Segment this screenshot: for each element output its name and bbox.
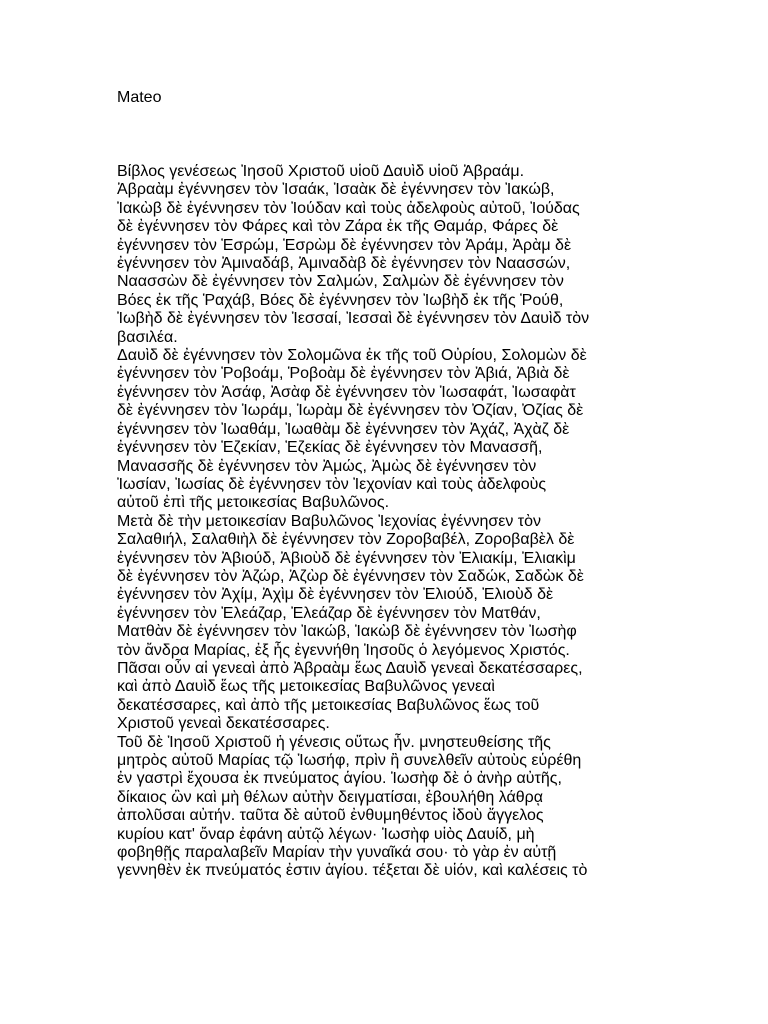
- text-line: μητρὸς αὐτοῦ Μαρίας τῷ Ἰωσήφ, πρὶν ἢ συνελθεῖν αὐτοὺς εὑρέθη: [117, 752, 582, 769]
- text-line: δὲ ἐγέννησεν τὸν Φάρες καὶ τὸν Ζάρα ἐκ τῆς Θαμάρ, Φάρες δὲ: [117, 218, 559, 236]
- text-line: ἐγέννησεν τὸν Ῥοβοάμ, Ῥοβοὰμ δὲ ἐγέννησεν τὸν Ἀβιά, Ἀβιὰ δὲ: [117, 365, 570, 383]
- text-line: δίκαιος ὢν καὶ μὴ θέλων αὐτὴν δειγματίσαι, ἐβουλήθη λάθρᾳ: [117, 788, 543, 806]
- text-line: καὶ ἀπὸ Δαυὶδ ἕως τῆς μετοικεσίας Βαβυλῶνος γενεαὶ: [117, 678, 495, 696]
- text-line: δεκατέσσαρες, καὶ ἀπὸ τῆς μετοικεσίας Βαβυλῶνος ἕως τοῦ: [117, 696, 540, 714]
- text-line: Δαυὶδ δὲ ἐγέννησεν τὸν Σολομῶνα ἐκ τῆς τοῦ Οὐρίου, Σολομὼν δὲ: [117, 347, 587, 365]
- text-line: Ἰωβὴδ δὲ ἐγέννησεν τὸν Ἰεσσαί, Ἰεσσαὶ δὲ ἐγέννησεν τὸν Δαυὶδ τὸν: [117, 310, 590, 328]
- text-line: ἐγέννησεν τὸν Ἐλεάζαρ, Ἐλεάζαρ δὲ ἐγέννησεν τὸν Ματθάν,: [117, 604, 541, 622]
- text-line: Ναασσὼν δὲ ἐγέννησεν τὸν Σαλμών, Σαλμὼν δὲ ἐγέννησεν τὸν: [117, 273, 564, 291]
- text-line: Βίβλος γενέσεως Ἰησοῦ Χριστοῦ υἱοῦ Δαυὶδ υἱοῦ Ἀβραάμ.: [117, 163, 525, 180]
- text-line: αὐτοῦ ἐπὶ τῆς μετοικεσίας Βαβυλῶνος.: [117, 494, 390, 512]
- text-line: δὲ ἐγέννησεν τὸν Ἀζώρ, Ἀζὼρ δὲ ἐγέννησεν τὸν Σαδώκ, Σαδὼκ δὲ: [117, 567, 584, 585]
- text-line: ἀπολῦσαι αὐτήν. ταῦτα δὲ αὐτοῦ ἐνθυμηθέντος ἰδοὺ ἄγγελος: [117, 807, 544, 825]
- text-line: ἐγέννησεν τὸν Ἑζεκίαν, Ἑζεκίας δὲ ἐγέννησεν τὸν Μανασσῆ,: [117, 439, 543, 457]
- text-line: Βόες ἐκ τῆς Ῥαχάβ, Βόες δὲ ἐγέννησεν τὸν Ἰωβὴδ ἐκ τῆς Ῥούθ,: [117, 291, 564, 309]
- text-line: Ἰακὼβ δὲ ἐγέννησεν τὸν Ἰούδαν καὶ τοὺς ἀδελφοὺς αὐτοῦ, Ἰούδας: [117, 199, 580, 217]
- text-line: γεννηθὲν ἐκ πνεύματός ἐστιν ἁγίου. τέξεται δὲ υἱόν, καὶ καλέσεις τὸ: [117, 862, 588, 880]
- text-line: ἐν γαστρὶ ἔχουσα ἐκ πνεύματος ἁγίου. Ἰωσὴφ δὲ ὁ ἀνὴρ αὐτῆς,: [117, 770, 562, 788]
- text-line: Μετὰ δὲ τὴν μετοικεσίαν Βαβυλῶνος Ἰεχονίας ἐγέννησεν τὸν: [117, 512, 542, 530]
- text-line: Χριστοῦ γενεαὶ δεκατέσσαρες.: [117, 715, 330, 733]
- text-line: Ματθὰν δὲ ἐγέννησεν τὸν Ἰακώβ, Ἰακὼβ δὲ ἐγέννησεν τὸν Ἰωσὴφ: [117, 623, 577, 641]
- text-line: Τοῦ δὲ Ἰησοῦ Χριστοῦ ἡ γένεσις οὕτως ἦν. μνηστευθείσης τῆς: [117, 733, 551, 751]
- document-body: [117, 163, 677, 881]
- text-line: ἐγέννησεν τὸν Ἀχίμ, Ἀχὶμ δὲ ἐγέννησεν τὸν Ἐλιούδ, Ἐλιοὺδ δὲ: [117, 586, 554, 604]
- text-line: Ἀβραὰμ ἐγέννησεν τὸν Ἰσαάκ, Ἰσαὰκ δὲ ἐγέννησεν τὸν Ἰακώβ,: [117, 181, 555, 199]
- text-line: Πᾶσαι οὖν αἱ γενεαὶ ἀπὸ Ἀβραὰμ ἕως Δαυὶδ γενεαὶ δεκατέσσαρες,: [117, 659, 583, 677]
- text-line: ἐγέννησεν τὸν Ἰωαθάμ, Ἰωαθὰμ δὲ ἐγέννησεν τὸν Ἀχάζ, Ἀχὰζ δὲ: [117, 420, 570, 438]
- text-line: Ἰωσίαν, Ἰωσίας δὲ ἐγέννησεν τὸν Ἰεχονίαν καὶ τοὺς ἀδελφοὺς: [117, 475, 547, 493]
- text-line: φοβηθῇς παραλαβεῖν Μαρίαν τὴν γυναῖκά σου· τὸ γὰρ ἐν αὐτῇ: [117, 844, 557, 862]
- text-line: ἐγέννησεν τὸν Ἀμιναδάβ, Ἀμιναδὰβ δὲ ἐγέννησεν τὸν Ναασσών,: [117, 255, 571, 273]
- text-line: δὲ ἐγέννησεν τὸν Ἰωράμ, Ἰωρὰμ δὲ ἐγέννησεν τὸν Ὀζίαν, Ὀζίας δὲ: [117, 402, 584, 420]
- text-line: τὸν ἄνδρα Μαρίας, ἐξ ἧς ἐγεννήθη Ἰησοῦς ὁ λεγόμενος Χριστός.: [117, 641, 570, 659]
- text-line: ἐγέννησεν τὸν Ἀβιούδ, Ἀβιοὺδ δὲ ἐγέννησεν τὸν Ἐλιακίμ, Ἐλιακὶμ: [117, 549, 576, 567]
- text-line: ἐγέννησεν τὸν Ἀσάφ, Ἀσὰφ δὲ ἐγέννησεν τὸν Ἰωσαφάτ, Ἰωσαφὰτ: [117, 383, 576, 401]
- text-line: Μανασσῆς δὲ ἐγέννησεν τὸν Ἀμώς, Ἀμὼς δὲ ἐγέννησεν τὸν: [117, 457, 537, 475]
- text-line: Σαλαθιήλ, Σαλαθιὴλ δὲ ἐγέννησεν τὸν Ζοροβαβέλ, Ζοροβαβὲλ δὲ: [117, 531, 575, 549]
- document-title: Mateo: [117, 89, 162, 106]
- text-line: ἐγέννησεν τὸν Ἑσρώμ, Ἑσρὼμ δὲ ἐγέννησεν τὸν Ἀράμ, Ἀρὰμ δὲ: [117, 236, 572, 254]
- text-line: κυρίου κατ' ὄναρ ἐφάνη αὐτῷ λέγων· Ἰωσὴφ υἱὸς Δαυίδ, μὴ: [117, 825, 535, 843]
- text-line: βασιλέα.: [117, 328, 178, 346]
